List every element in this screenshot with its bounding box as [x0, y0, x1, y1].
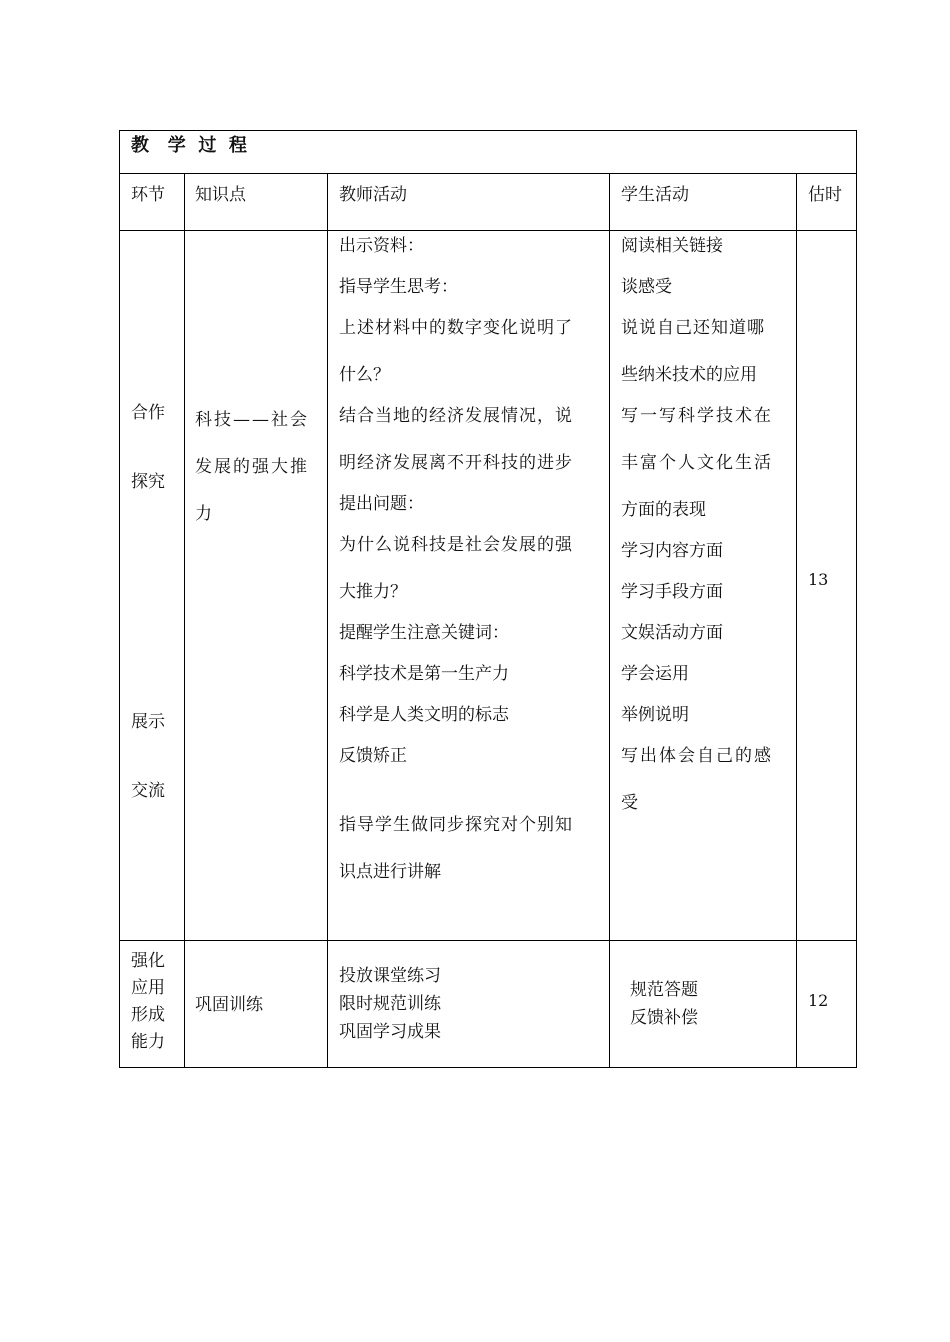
knowledge-point: 巩固训练	[195, 995, 263, 1015]
column-divider-1	[184, 173, 185, 1068]
table-border-top	[119, 130, 857, 131]
time-estimate: 12	[808, 991, 829, 1010]
student-activity-line: 些纳米技术的应用	[621, 365, 757, 385]
student-activity-line: 文娱活动方面	[621, 623, 723, 643]
knowledge-point	[195, 397, 309, 538]
stage-line: 展示	[131, 712, 165, 732]
table-rule-2	[119, 230, 857, 231]
student-activity-line: 丰富个人文化生活	[621, 453, 773, 473]
teacher-activity-line: 什么？	[339, 365, 390, 385]
teacher-activity-line: 限时规范训练	[339, 994, 441, 1014]
teacher-activity-line: 指导学生做同步探究对个别知	[339, 815, 573, 835]
student-activity-line: 反馈补偿	[630, 1008, 698, 1028]
student-activity	[630, 976, 698, 1032]
teacher-activity-line: 为什么说科技是社会发展的强	[339, 535, 573, 555]
stage-line: 能力	[131, 1032, 165, 1052]
student-activity-line: 方面的表现	[621, 500, 706, 520]
lesson-process-table	[119, 130, 857, 1068]
table-title: 教 学 过 程	[131, 135, 247, 156]
table-border-bottom	[119, 1067, 857, 1068]
teacher-activity-line: 识点进行讲解	[339, 862, 441, 882]
teacher-activity-line: 出示资料：	[339, 236, 424, 256]
student-activity-line: 学习手段方面	[621, 582, 723, 602]
stage-line: 应用	[131, 978, 165, 998]
stage-line: 形成	[131, 1005, 165, 1025]
teacher-activity	[339, 962, 441, 1046]
teacher-activity-line: 大推力？	[339, 582, 407, 602]
student-activity-line: 说说自己还知道哪	[621, 318, 765, 338]
table-border-left	[119, 130, 120, 1068]
header-time: 估时	[808, 185, 842, 205]
header-stage: 环节	[131, 185, 165, 205]
header-knowledge: 知识点	[195, 185, 246, 205]
teacher-activity-line: 投放课堂练习	[339, 966, 441, 986]
knowledge-line: 力	[195, 504, 214, 524]
teacher-activity-line: 巩固学习成果	[339, 1022, 441, 1042]
column-divider-4	[796, 173, 797, 1068]
student-activity-line: 受	[621, 793, 638, 813]
table-border-right	[856, 130, 857, 1068]
stage-line: 强化	[131, 951, 165, 971]
knowledge-line: 发展的强大推	[195, 457, 309, 477]
student-activity-line: 规范答题	[630, 980, 698, 1000]
student-activity-line: 写出体会自己的感	[621, 746, 773, 766]
header-teacher-activity: 教师活动	[339, 185, 407, 205]
teacher-activity-line: 反馈矫正	[339, 746, 407, 766]
student-activity-line: 学习内容方面	[621, 541, 723, 561]
stage-cooperate-explore	[131, 379, 165, 517]
teacher-activity-line: 提出问题：	[339, 494, 424, 514]
column-divider-3	[609, 173, 610, 1068]
student-activity-line: 谈感受	[621, 277, 672, 297]
stage-strengthen-apply	[131, 948, 165, 1056]
knowledge-line: 科技——社会	[195, 410, 309, 430]
student-activity-line: 学会运用	[621, 664, 689, 684]
stage-line: 合作	[131, 403, 165, 423]
stage-line: 交流	[131, 781, 165, 801]
student-activity-line: 阅读相关链接	[621, 236, 723, 256]
table-rule-1	[119, 173, 857, 174]
table-rule-3	[119, 940, 857, 941]
stage-show-exchange	[131, 688, 165, 826]
teacher-activity-line: 明经济发展离不开科技的进步	[339, 453, 573, 473]
stage-line: 探究	[131, 472, 165, 492]
header-student-activity: 学生活动	[621, 185, 689, 205]
teacher-activity-line: 指导学生思考：	[339, 277, 458, 297]
time-estimate: 13	[808, 570, 829, 589]
student-activity-line: 举例说明	[621, 705, 689, 725]
teacher-activity-line: 结合当地的经济发展情况，说	[339, 406, 573, 426]
teacher-activity-line: 科学技术是第一生产力	[339, 664, 509, 684]
teacher-activity-line: 提醒学生注意关键词：	[339, 623, 509, 643]
column-divider-2	[327, 173, 328, 1068]
teacher-activity-line: 上述材料中的数字变化说明了	[339, 318, 573, 338]
teacher-activity-line: 科学是人类文明的标志	[339, 705, 509, 725]
student-activity-line: 写一写科学技术在	[621, 406, 773, 426]
